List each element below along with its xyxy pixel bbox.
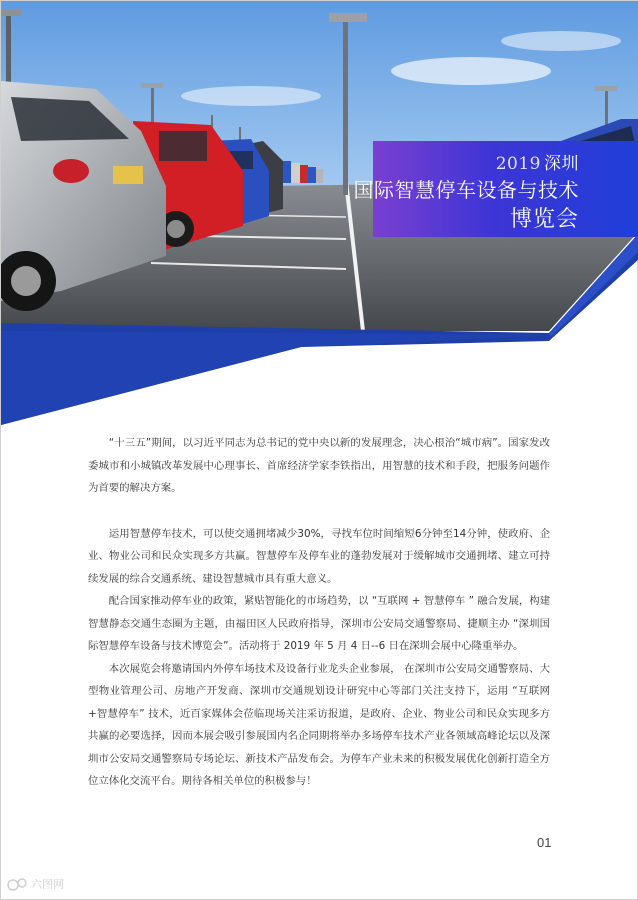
paragraph-4: 本次展览会将邀请国内外停车场技术及设备行业龙头企业参展， 在深圳市公安局交通警察局、大型物业管理公司、房地产开发商、深圳市交通规划设计研究中心等部门关注支持下，运用 “互联网+智慧停车” 技术，近百家媒体会莅临现场关注采访报道，是政府、企业、物业公司和民众实现多方共赢的必要选择，因而本展会吸引参展国内名企同期将举办多场停车技术产业各领域高峰论坛以及深圳市公安局交通警察局专场论坛、新技术产品发布会。为停车产业未来的积极发展优化创新打造全方位立体化交流平台。期待各相关单位的积极参与！ bbox=[88, 662, 550, 787]
banner-subtitle: 国际智慧停车设备与技术 bbox=[353, 178, 579, 202]
paragraph-1: “十三五”期间，以习近平同志为总书记的党中央以新的发展理念，决心根治“城市病”。国家发改委城市和小城镇改革发展中心理事长、首席经济学家李铁指出，用智慧的技术和手段，把服务问题作为首要的解决方案。 bbox=[88, 437, 550, 494]
page-number: 01 bbox=[537, 835, 552, 850]
watermark bbox=[7, 876, 64, 892]
body-text bbox=[88, 432, 550, 793]
paragraph-3: 配合国家推动停车业的政策，紧贴智能化的市场趋势，以 “互联网 + 智慧停车 ” 融合发展，构建智慧静态交通生态圈为主题，由福田区人民政府指导，深圳市公安局交通警察局、捷顺主办 “深圳国际智慧停车设备与技术博览会”。活动将于 2019 年 5 月 4 日--6 日在深圳会展中心隆重举办。 bbox=[88, 595, 551, 652]
banner-city: 深圳 bbox=[544, 154, 579, 174]
watermark-text: 六图网 bbox=[31, 878, 64, 891]
banner-year: 2019 bbox=[495, 154, 541, 174]
watermark-logo-icon bbox=[7, 877, 29, 891]
paragraph-2: 运用智慧停车技术，可以使交通拥堵减少30%，寻找车位时间缩短6分钟至14分钟，使政府、企业、物业公司和民众实现多方共赢。智慧停车及停车业的蓬勃发展对于缓解城市交通拥堵、建立可持续发展的综合交通系统、建设智慧城市具有重大意义。 bbox=[88, 527, 550, 585]
banner-title: 博览会 bbox=[509, 207, 579, 232]
banner-year-city bbox=[496, 149, 579, 174]
hero-section bbox=[1, 1, 638, 431]
expo-title-banner bbox=[353, 141, 638, 237]
